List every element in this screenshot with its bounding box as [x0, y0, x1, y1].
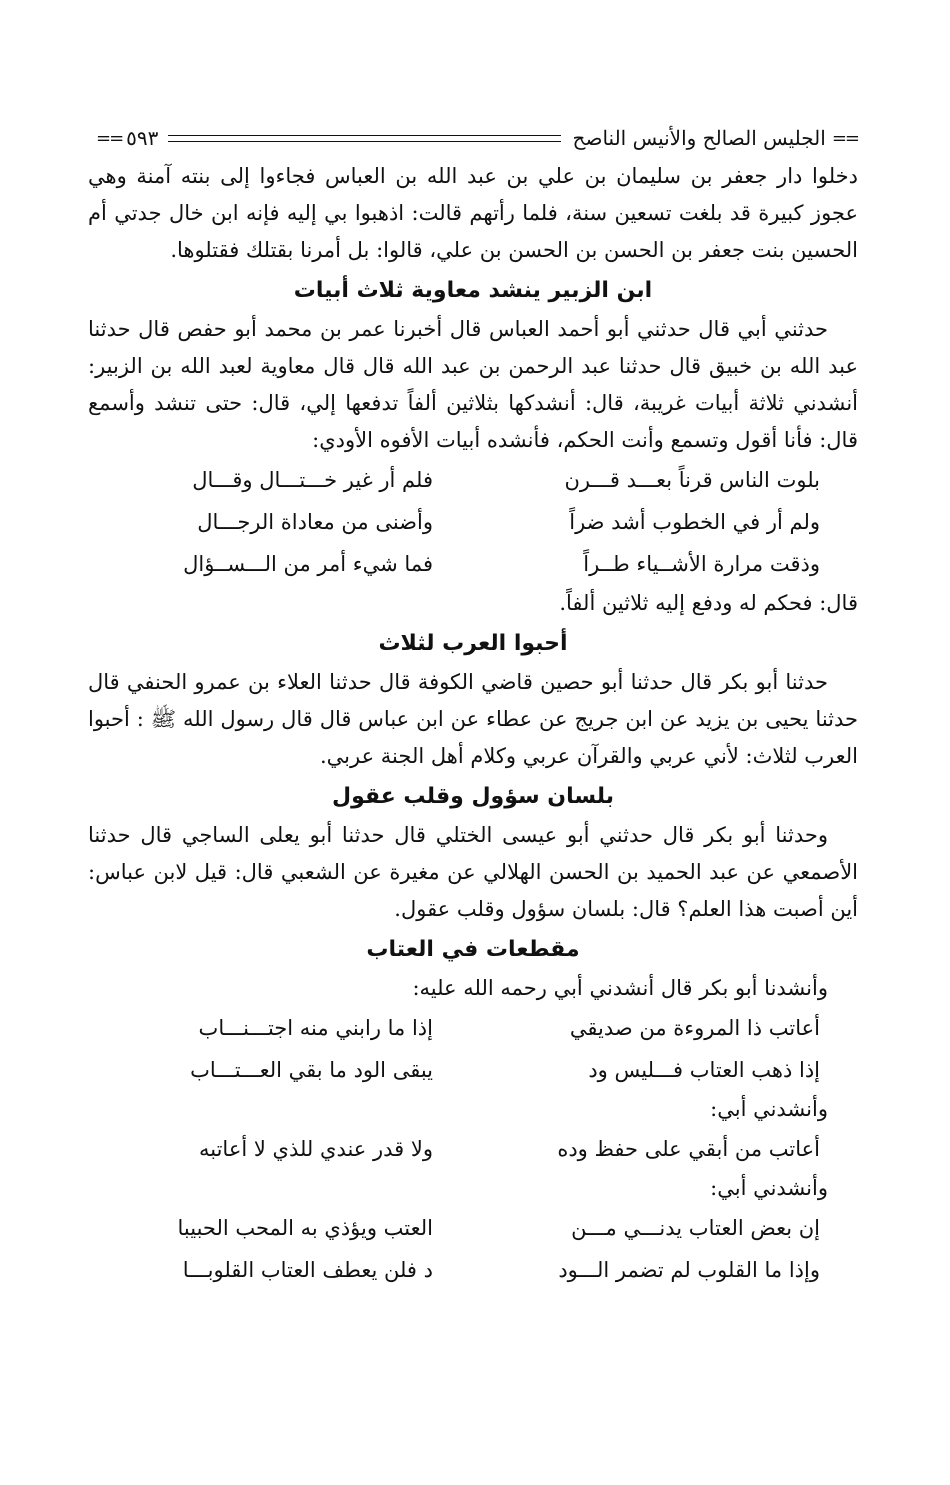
verse-line — [88, 1207, 858, 1249]
verse-hemistich-second: فلم أر غير خـــتـــال وقـــال — [192, 468, 433, 492]
verse-hemistich-first: إذا ذهب العتاب فـــليس ود — [588, 1058, 820, 1082]
section-heading: مقطعات في العتاب — [366, 937, 580, 962]
verse-line — [88, 459, 858, 501]
verse-hemistich-first: وإذا ما القلوب لم تضمر الـــود — [558, 1258, 820, 1282]
verse-line — [88, 1007, 858, 1049]
page-number: ٥٩٣ — [126, 126, 159, 150]
paragraph: حدثنا أبو بكر قال حدثنا أبو حصين قاضي الكوفة قال حدثنا العلاء بن عمرو الحنفي قال حدثنا يحيى بن يزيد عن ابن جريج عن عطاء عن ابن عباس قال قال رسول الله ﷺ : أحبوا العرب لثلاث: لأني عربي والقرآن عربي وكلام أهل الجنة عربي. — [88, 670, 858, 768]
verse-hemistich-second: ولا قدر عندي للذي لا أعاتبه — [198, 1137, 433, 1161]
paragraph: وأنشدني أبي: — [710, 1176, 828, 1200]
book-title: الجليس الصالح والأنيس الناصح — [572, 126, 826, 150]
paragraph: وأنشدني أبي: — [710, 1097, 828, 1121]
section-heading: ابن الزبير ينشد معاوية ثلاث أبيات — [293, 278, 653, 303]
verse-hemistich-first: ولم أر في الخطوب أشد ضراً — [569, 510, 820, 534]
verse-line — [88, 1049, 858, 1091]
verse-hemistich-first: وذقت مرارة الأشــياء طــراً — [583, 552, 820, 576]
verse-hemistich-first: بلوت الناس قرناً بعـــد قـــرن — [564, 468, 820, 492]
verse-hemistich-second: العتب ويؤذي به المحب الحبيبا — [177, 1216, 433, 1240]
verse-hemistich-second: يبقى الود ما بقي العـــتـــاب — [190, 1058, 433, 1082]
paragraph: حدثني أبي قال حدثني أبو أحمد العباس قال أخبرنا عمر بن محمد أبو حفص قال حدثنا عبد الله بن خبيق قال حدثنا عبد الرحمن بن عبد الله قال قال معاوية لعبد الله بن الزبير: أنشدني ثلاثة أبيات غريبة، قال: أنشدكها بثلاثين ألفاً تدفعها إلي، قال: حتى تنشد وأسمع قال: فأنا أقول وتسمع وأنت الحكم، فأنشده أبيات الأفوه الأودي: — [88, 317, 858, 452]
verse-hemistich-second: وأضنى من معاداة الرجـــال — [197, 510, 433, 534]
paragraph: وأنشدنا أبو بكر قال أنشدني أبي رحمه الله عليه: — [412, 976, 828, 1000]
verse-hemistich-first: أعاتب من أبقي على حفظ وده — [557, 1137, 820, 1161]
section-heading: بلسان سؤول وقلب عقول — [332, 784, 614, 809]
verse-hemistich-first: إن بعض العتاب يدنـــي مـــن — [571, 1216, 820, 1240]
running-header — [88, 118, 858, 158]
section-heading: أحبوا العرب لثلاث — [378, 631, 568, 656]
paragraph: دخلوا دار جعفر بن سليمان بن علي بن عبد الله بن العباس فجاءوا إلى بنته آمنة وهي عجوز كبيرة قد بلغت تسعين سنة، فلما رأتهم قالت: اذهبوا بي إليه فإنه ابن خال جدتي أم الحسين بنت جعفر بن الحسن بن الحسن بن علي، قالوا: بل أمرنا بقتلك فقتلوها. — [88, 164, 858, 262]
book-page — [88, 118, 858, 1291]
verse-line — [88, 543, 858, 585]
paragraph: قال: فحكم له ودفع إليه ثلاثين ألفاً. — [559, 591, 858, 615]
verse-hemistich-second: إذا ما رابني منه اجتـــنـــاب — [198, 1016, 433, 1040]
header-double-line — [168, 135, 560, 142]
verse-line — [88, 1249, 858, 1291]
verse-line — [88, 1128, 858, 1170]
verse-hemistich-second: د فلن يعطف العتاب القلوبـــا — [182, 1258, 433, 1282]
header-rule-left: == — [96, 127, 123, 149]
verse-hemistich-second: فما شيء أمر من الـــســؤال — [183, 552, 433, 576]
verse-line — [88, 501, 858, 543]
header-rule-right: == — [831, 127, 858, 149]
verse-hemistich-first: أعاتب ذا المروءة من صديقي — [569, 1016, 820, 1040]
paragraph: وحدثنا أبو بكر قال حدثني أبو عيسى الختلي قال حدثنا أبو يعلى الساجي قال حدثنا الأصمعي عن عبد الحميد بن الحسن الهلالي عن مغيرة عن الشعبي قال: قيل لابن عباس: أين أصبت هذا العلم؟ قال: بلسان سؤول وقلب عقول. — [88, 823, 858, 921]
